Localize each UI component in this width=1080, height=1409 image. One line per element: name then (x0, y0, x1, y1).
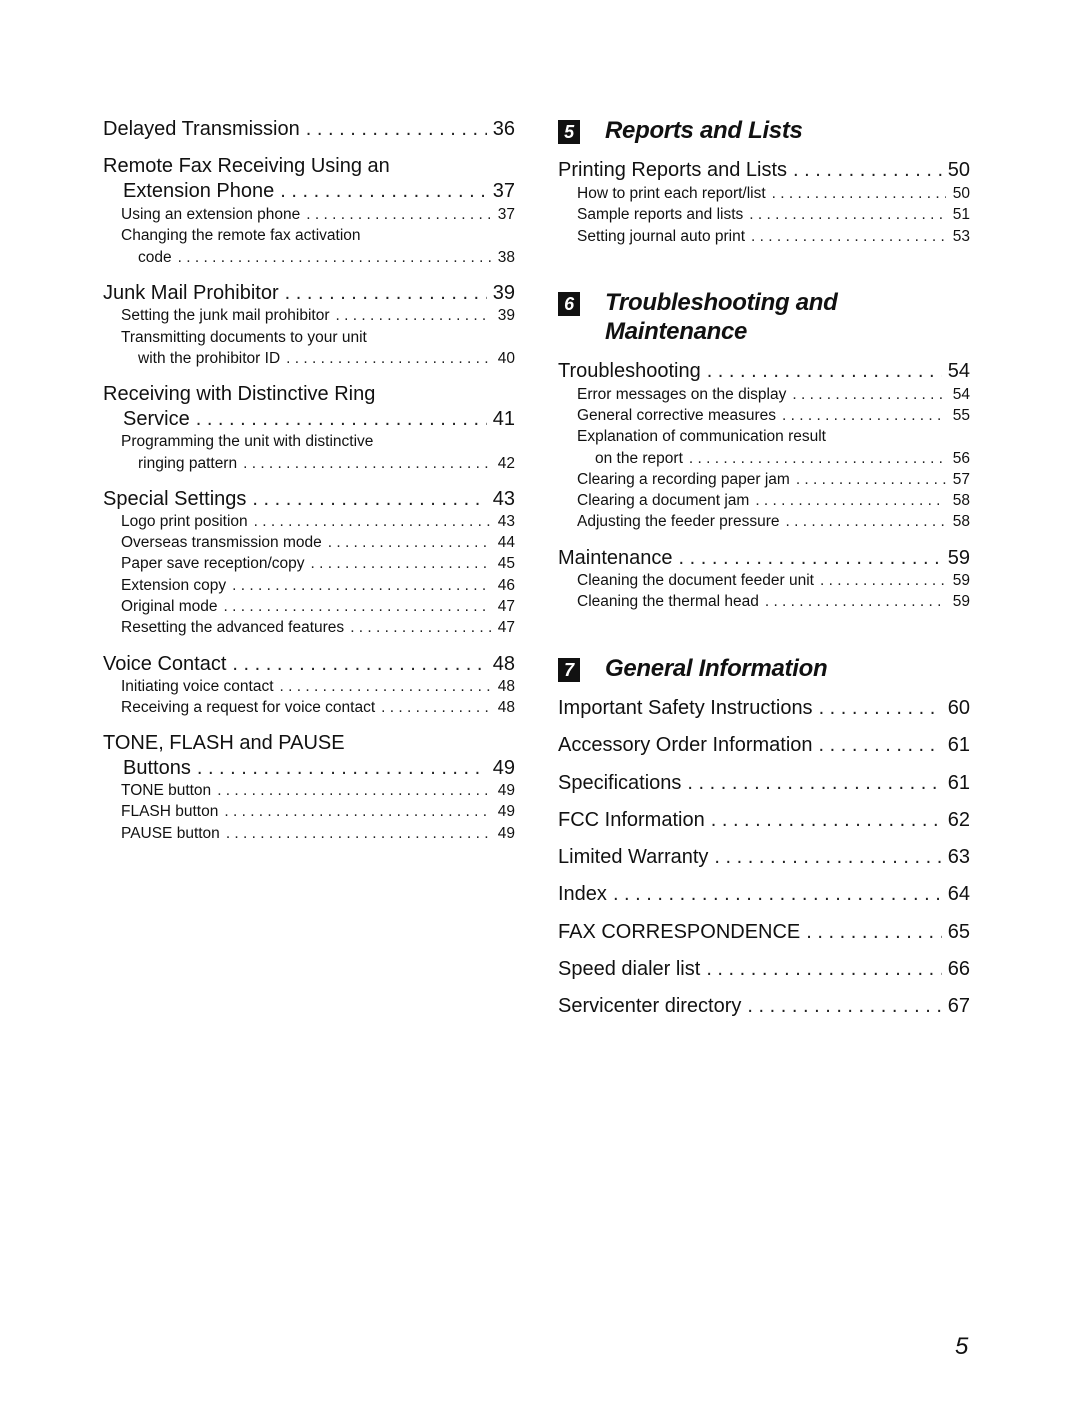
toc-entry[interactable] (558, 547, 970, 570)
toc-entry[interactable] (558, 159, 970, 182)
toc-subentry-page: 39 (497, 307, 515, 324)
toc-subentry-page: 48 (497, 678, 515, 695)
toc-entry-page: 48 (492, 653, 515, 675)
toc-entry-label: Delayed Transmission (103, 118, 300, 140)
leader-dots (613, 883, 942, 906)
toc-subentry-page: 57 (952, 471, 970, 488)
toc-subentry-page: 47 (497, 619, 515, 636)
leader-dots (785, 513, 946, 531)
toc-subentry-page: 59 (952, 572, 970, 589)
leader-dots (765, 593, 946, 611)
toc-entry[interactable] (558, 772, 970, 795)
toc-subentry[interactable] (577, 492, 970, 510)
toc-entry[interactable] (103, 488, 515, 511)
leader-dots (679, 547, 942, 570)
page-number: 5 (955, 1333, 969, 1360)
toc-entry-page: 50 (947, 159, 970, 181)
toc-subentry[interactable] (121, 206, 515, 224)
leader-dots (707, 360, 942, 383)
toc-entry-page: 43 (492, 488, 515, 510)
leader-dots (232, 653, 486, 676)
toc-entry[interactable] (558, 734, 970, 757)
toc-entry[interactable] (123, 408, 515, 431)
toc-subentry[interactable] (577, 572, 970, 590)
toc-subentry[interactable] (121, 699, 515, 717)
leader-dots (178, 249, 491, 267)
toc-entry[interactable] (558, 921, 970, 944)
toc-subentry-label: Cleaning the thermal head (577, 593, 759, 610)
toc-subentry[interactable] (577, 513, 970, 531)
toc-subentry-label: Cleaning the document feeder unit (577, 572, 814, 589)
toc-subentry-label: Extension copy (121, 577, 227, 594)
toc-entry-page: 41 (492, 408, 515, 430)
toc-entry[interactable] (558, 995, 970, 1018)
toc-subentry-page: 42 (497, 455, 515, 472)
toc-entry[interactable] (558, 360, 970, 383)
toc-entry-label: Junk Mail Prohibitor (103, 282, 279, 304)
section-title: Reports and Lists (605, 117, 803, 144)
toc-entry-label: Index (558, 883, 607, 905)
toc-subentry-page: 49 (497, 782, 515, 799)
toc-subentry[interactable] (138, 455, 515, 473)
toc-entry[interactable] (103, 282, 515, 305)
toc-subentry-page: 46 (497, 577, 515, 594)
toc-entry[interactable] (558, 958, 970, 981)
toc-subentry-title-line: Programming the unit with distinctive (121, 433, 374, 450)
leader-dots (751, 228, 946, 246)
toc-subentry[interactable] (121, 577, 515, 595)
toc-entry-label: Extension Phone (123, 180, 275, 202)
section-title: Troubleshooting and (605, 289, 838, 316)
leader-dots (687, 772, 941, 795)
toc-subentry-title-line: Explanation of communication result (577, 428, 826, 445)
toc-subentry[interactable] (577, 185, 970, 203)
toc-subentry-page: 51 (952, 206, 970, 223)
leader-dots (224, 803, 491, 821)
toc-subentry-label: Clearing a recording paper jam (577, 471, 790, 488)
leader-dots (285, 282, 487, 305)
leader-dots (232, 577, 491, 595)
leader-dots (747, 995, 941, 1018)
toc-subentry-label: Clearing a document jam (577, 492, 750, 509)
section-heading-6 (558, 289, 970, 349)
toc-entry-page: 36 (492, 118, 515, 140)
toc-subentry[interactable] (121, 555, 515, 573)
toc-entry-label: Limited Warranty (558, 846, 709, 868)
toc-entry[interactable] (558, 697, 970, 720)
toc-subentry-page: 48 (497, 699, 515, 716)
leader-dots (749, 206, 946, 224)
toc-entry-label: Service (123, 408, 190, 430)
toc-entry-page: 49 (492, 757, 515, 779)
leader-dots (381, 699, 491, 717)
toc-entry[interactable] (103, 118, 515, 141)
toc-subentry-page: 55 (952, 407, 970, 424)
toc-subentry-label: Receiving a request for voice contact (121, 699, 376, 716)
toc-entry[interactable] (558, 883, 970, 906)
toc-subentry[interactable] (121, 598, 515, 616)
leader-dots (820, 572, 946, 590)
toc-entry-page: 67 (947, 995, 970, 1017)
toc-subentry-page: 40 (497, 350, 515, 367)
section-heading-5 (558, 117, 970, 147)
toc-entry[interactable] (103, 653, 515, 676)
toc-entry-label: FAX CORRESPONDENCE (558, 921, 801, 943)
toc-entry-page: 54 (947, 360, 970, 382)
toc-entry-label: FCC Information (558, 809, 705, 831)
leader-dots (792, 386, 946, 404)
leader-dots (226, 825, 491, 843)
leader-dots (689, 450, 946, 468)
leader-dots (782, 407, 946, 425)
section-number-badge: 7 (558, 658, 580, 682)
toc-subentry-label: Overseas transmission mode (121, 534, 322, 551)
toc-subentry-page: 43 (497, 513, 515, 530)
toc-entry-label: Accessory Order Information (558, 734, 813, 756)
toc-subentry[interactable] (577, 228, 970, 246)
section-number-badge: 6 (558, 292, 580, 316)
leader-dots (755, 492, 946, 510)
toc-entry-title-line: TONE, FLASH and PAUSE (103, 732, 345, 754)
toc-entry-title-line: Receiving with Distinctive Ring (103, 383, 376, 405)
toc-subentry-page: 50 (952, 185, 970, 202)
section-number-badge: 5 (558, 120, 580, 144)
toc-subentry-title-line: Transmitting documents to your unit (121, 329, 367, 346)
toc-entry-title-line: Remote Fax Receiving Using an (103, 155, 390, 177)
toc-subentry-page: 56 (952, 450, 970, 467)
toc-entry[interactable] (123, 180, 515, 203)
toc-subentry[interactable] (577, 593, 970, 611)
toc-subentry[interactable] (121, 513, 515, 531)
toc-entry-label: Voice Contact (103, 653, 227, 675)
section-heading-7 (558, 655, 970, 685)
toc-subentry-label: with the prohibitor ID (138, 350, 281, 367)
leader-dots (252, 488, 486, 511)
toc-subentry-label: Setting journal auto print (577, 228, 746, 245)
toc-subentry-page: 37 (497, 206, 515, 223)
toc-entry-label: Important Safety Instructions (558, 697, 813, 719)
toc-entry-page: 63 (947, 846, 970, 868)
toc-subentry-label: Logo print position (121, 513, 248, 530)
leader-dots (217, 782, 491, 800)
toc-subentry-page: 45 (497, 555, 515, 572)
leader-dots (714, 846, 941, 869)
toc-entry-page: 61 (947, 772, 970, 794)
toc-entry-label: Speed dialer list (558, 958, 701, 980)
toc-subentry-label: TONE button (121, 782, 212, 799)
toc-subentry-title-line: Changing the remote fax activation (121, 227, 361, 244)
section-title-cont: Maintenance (605, 318, 748, 345)
toc-subentry-page: 59 (952, 593, 970, 610)
toc-entry-page: 59 (947, 547, 970, 569)
leader-dots (224, 598, 492, 616)
leader-dots (772, 185, 946, 203)
toc-subentry[interactable] (577, 206, 970, 224)
leader-dots (796, 471, 946, 489)
toc-subentry-page: 54 (952, 386, 970, 403)
toc-entry-label: Servicenter directory (558, 995, 742, 1017)
toc-subentry[interactable] (138, 249, 515, 267)
toc-subentry-page: 47 (497, 598, 515, 615)
toc-subentry-label: on the report (595, 450, 683, 467)
toc-subentry-label: Using an extension phone (121, 206, 301, 223)
toc-subentry-label: code (138, 249, 172, 266)
leader-dots (336, 307, 491, 325)
toc-entry-page: 66 (947, 958, 970, 980)
toc-entry-page: 39 (492, 282, 515, 304)
leader-dots (280, 180, 487, 203)
toc-subentry[interactable] (577, 386, 970, 404)
toc-entry-page: 64 (947, 883, 970, 905)
leader-dots (280, 678, 491, 696)
leader-dots (328, 534, 491, 552)
toc-subentry[interactable] (595, 450, 970, 468)
toc-entry-page: 37 (492, 180, 515, 202)
toc-subentry-page: 58 (952, 513, 970, 530)
leader-dots (311, 555, 491, 573)
toc-subentry-label: PAUSE button (121, 825, 220, 842)
toc-subentry-page: 44 (497, 534, 515, 551)
section-title: General Information (605, 655, 828, 682)
toc-entry-label: Printing Reports and Lists (558, 159, 788, 181)
toc-subentry-label: Adjusting the feeder pressure (577, 513, 780, 530)
toc-subentry-page: 49 (497, 803, 515, 820)
toc-entry-label: Specifications (558, 772, 682, 794)
leader-dots (306, 206, 491, 224)
toc-subentry-label: Original mode (121, 598, 218, 615)
leader-dots (706, 958, 941, 981)
toc-entry-page: 60 (947, 697, 970, 719)
toc-subentry[interactable] (121, 803, 515, 821)
leader-dots (793, 159, 942, 182)
toc-subentry-label: Error messages on the display (577, 386, 787, 403)
toc-subentry-page: 58 (952, 492, 970, 509)
toc-subentry[interactable] (138, 350, 515, 368)
toc-subentry-label: How to print each report/list (577, 185, 766, 202)
leader-dots (197, 757, 487, 780)
toc-subentry-page: 38 (497, 249, 515, 266)
toc-subentry[interactable] (121, 678, 515, 696)
toc-subentry-label: Initiating voice contact (121, 678, 274, 695)
toc-entry[interactable] (558, 846, 970, 869)
toc-subentry[interactable] (121, 825, 515, 843)
toc-entry[interactable] (123, 757, 515, 780)
toc-subentry[interactable] (121, 782, 515, 800)
leader-dots (196, 408, 487, 431)
leader-dots (254, 513, 491, 531)
toc-entry-label: Troubleshooting (558, 360, 701, 382)
toc-entry-label: Buttons (123, 757, 191, 779)
toc-entry-label: Special Settings (103, 488, 247, 510)
toc-entry-page: 65 (947, 921, 970, 943)
leader-dots (711, 809, 942, 832)
leader-dots (819, 697, 942, 720)
toc-subentry-label: FLASH button (121, 803, 219, 820)
leader-dots (286, 350, 491, 368)
toc-entry-page: 62 (947, 809, 970, 831)
leader-dots (819, 734, 942, 757)
leader-dots (243, 455, 491, 473)
toc-entry-page: 61 (947, 734, 970, 756)
toc-subentry-label: Paper save reception/copy (121, 555, 305, 572)
toc-subentry[interactable] (121, 619, 515, 637)
toc-subentry[interactable] (577, 407, 970, 425)
leader-dots (806, 921, 941, 944)
toc-subentry-label: General corrective measures (577, 407, 776, 424)
toc-subentry-label: Resetting the advanced features (121, 619, 345, 636)
leader-dots (350, 619, 491, 637)
toc-entry[interactable] (558, 809, 970, 832)
toc-subentry[interactable] (121, 307, 515, 325)
toc-subentry[interactable] (121, 534, 515, 552)
toc-subentry-page: 49 (497, 825, 515, 842)
toc-subentry-page: 53 (952, 228, 970, 245)
toc-entry-label: Maintenance (558, 547, 673, 569)
toc-subentry-label: Sample reports and lists (577, 206, 744, 223)
toc-subentry-label: ringing pattern (138, 455, 238, 472)
leader-dots (306, 118, 487, 141)
toc-subentry-label: Setting the junk mail prohibitor (121, 307, 330, 324)
toc-subentry[interactable] (577, 471, 970, 489)
